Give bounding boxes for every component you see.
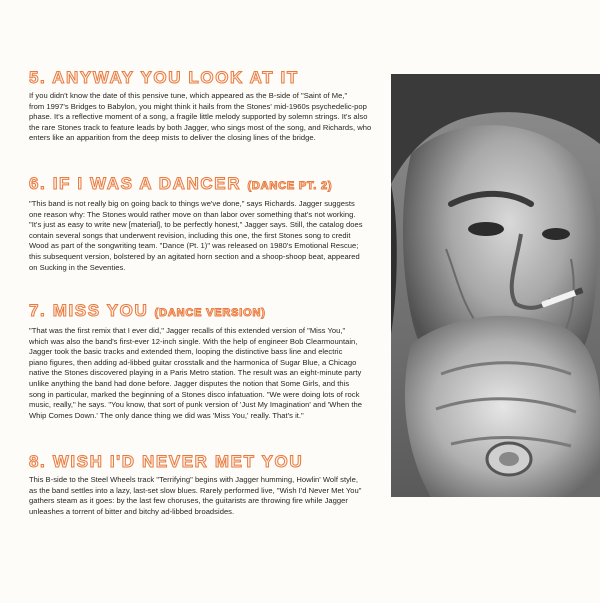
section-title: ANYWAY YOU LOOK AT IT [52,68,299,87]
section-subtitle: (DANCE PT. 2) [247,180,333,192]
paragraph-line: "That was the first remix that I ever did," Jagger recalls of this extended version of "Miss You," [29,326,346,335]
paragraph-line: as the band settles into a lazy, last-set slow blues. Rarely performed live, "Wish I'd Never Met You" [29,485,362,495]
paragraph-line: unleashes a torrent of bitter and bitchy ad-libbed broadsides. [29,506,235,516]
section-number: 8. [29,452,47,471]
paragraph-line: If you didn't know the date of this pensive tune, which appeared as the B-side of "Saint of Me," [29,91,348,100]
paragraph-line: gathers steam as it goes: by the last few choruses, the guitarists are throwing fire while Jagger [29,496,348,506]
section-number: 7. [29,301,47,320]
paragraph-line: contain several songs that underwent revision, including this one, the first Stones song to credit [29,230,351,240]
paragraph-line: native the Stones discovered playing in a Paris Metro station. The result was an eight-minute party [29,368,362,378]
paragraph-line: one reason why: The Stones would rather move on than labor over something that's not working. [29,209,356,219]
paragraph-line: song in particular, marked the beginning of a Stones disco infatuation. "We were doing lots of rock [29,389,360,399]
section-number: 6. [29,174,47,193]
paragraph-line: phase. It's a reflective moment of a song, a fragile little melody supported by solemn strings. It's also [29,112,368,122]
paragraph-line: Whip Comes Down.' The only dance thing we did was 'Miss You,' really. That's it." [29,410,304,420]
paragraph-line: which was also the band's first-ever 12-inch single. With the help of engineer Bob Clearmountain, [29,336,358,346]
section-title: IF I WAS A DANCER [52,174,242,193]
paragraph-line: unlike anything the band had done before. Jagger disputes the notion that Some Girls, and this [29,378,350,388]
paragraph-line: Jagger took the basic tracks and extended them, looping the distinctive bass line and electric [29,347,343,357]
paragraph-line: this subsequent version, bolstered by an agitated horn section and a shoop-shoop beat, appeared [29,251,360,261]
paragraph-line: enters like an apparition from the deep mists to deliver the closing lines of the bridge. [29,133,316,143]
paragraph-line: from 1997's Bridges to Babylon, you might think it hails from the Stones' mid-1960s psychedelic-pop [29,101,367,111]
section-number: 5. [29,68,47,87]
paragraph-line: This B-side to the Steel Wheels track "Terrifying" begins with Jagger humming, Howlin' Wolf style, [29,475,358,484]
paragraph-line: "This band is not really big on going back to things we've done," says Richards. Jagger suggests [29,199,355,208]
paragraph-line: on Sucking in the Seventies. [29,262,126,272]
paragraph-line: piano figures, then adding ad-libbed guitar crosstalk and the harmonica of Sugar Blue, a Chicago [29,357,357,367]
section-subtitle: (DANCE VERSION) [154,307,266,319]
section-title: MISS YOU [52,301,149,320]
paragraph-line: Wood as part of the songwriting team. "Dance (Pt. 1)" was released on 1980's Emotional Rescue; [29,241,359,251]
paragraph-line: the rare Stones track to feature leads by both Jagger, who sings most of the song, and Richards, who [29,122,372,132]
section-title: WISH I'D NEVER MET YOU [52,452,304,471]
paragraph-line: music, really," he says. "You know, that sort of punk version of 'Just My Imagination' and 'When the [29,400,362,410]
portrait-photo [391,74,600,497]
paragraph-line: "It's just as easy to write new [material], to be perfectly honest," Jagger says. Still, the catalog does [29,220,363,230]
